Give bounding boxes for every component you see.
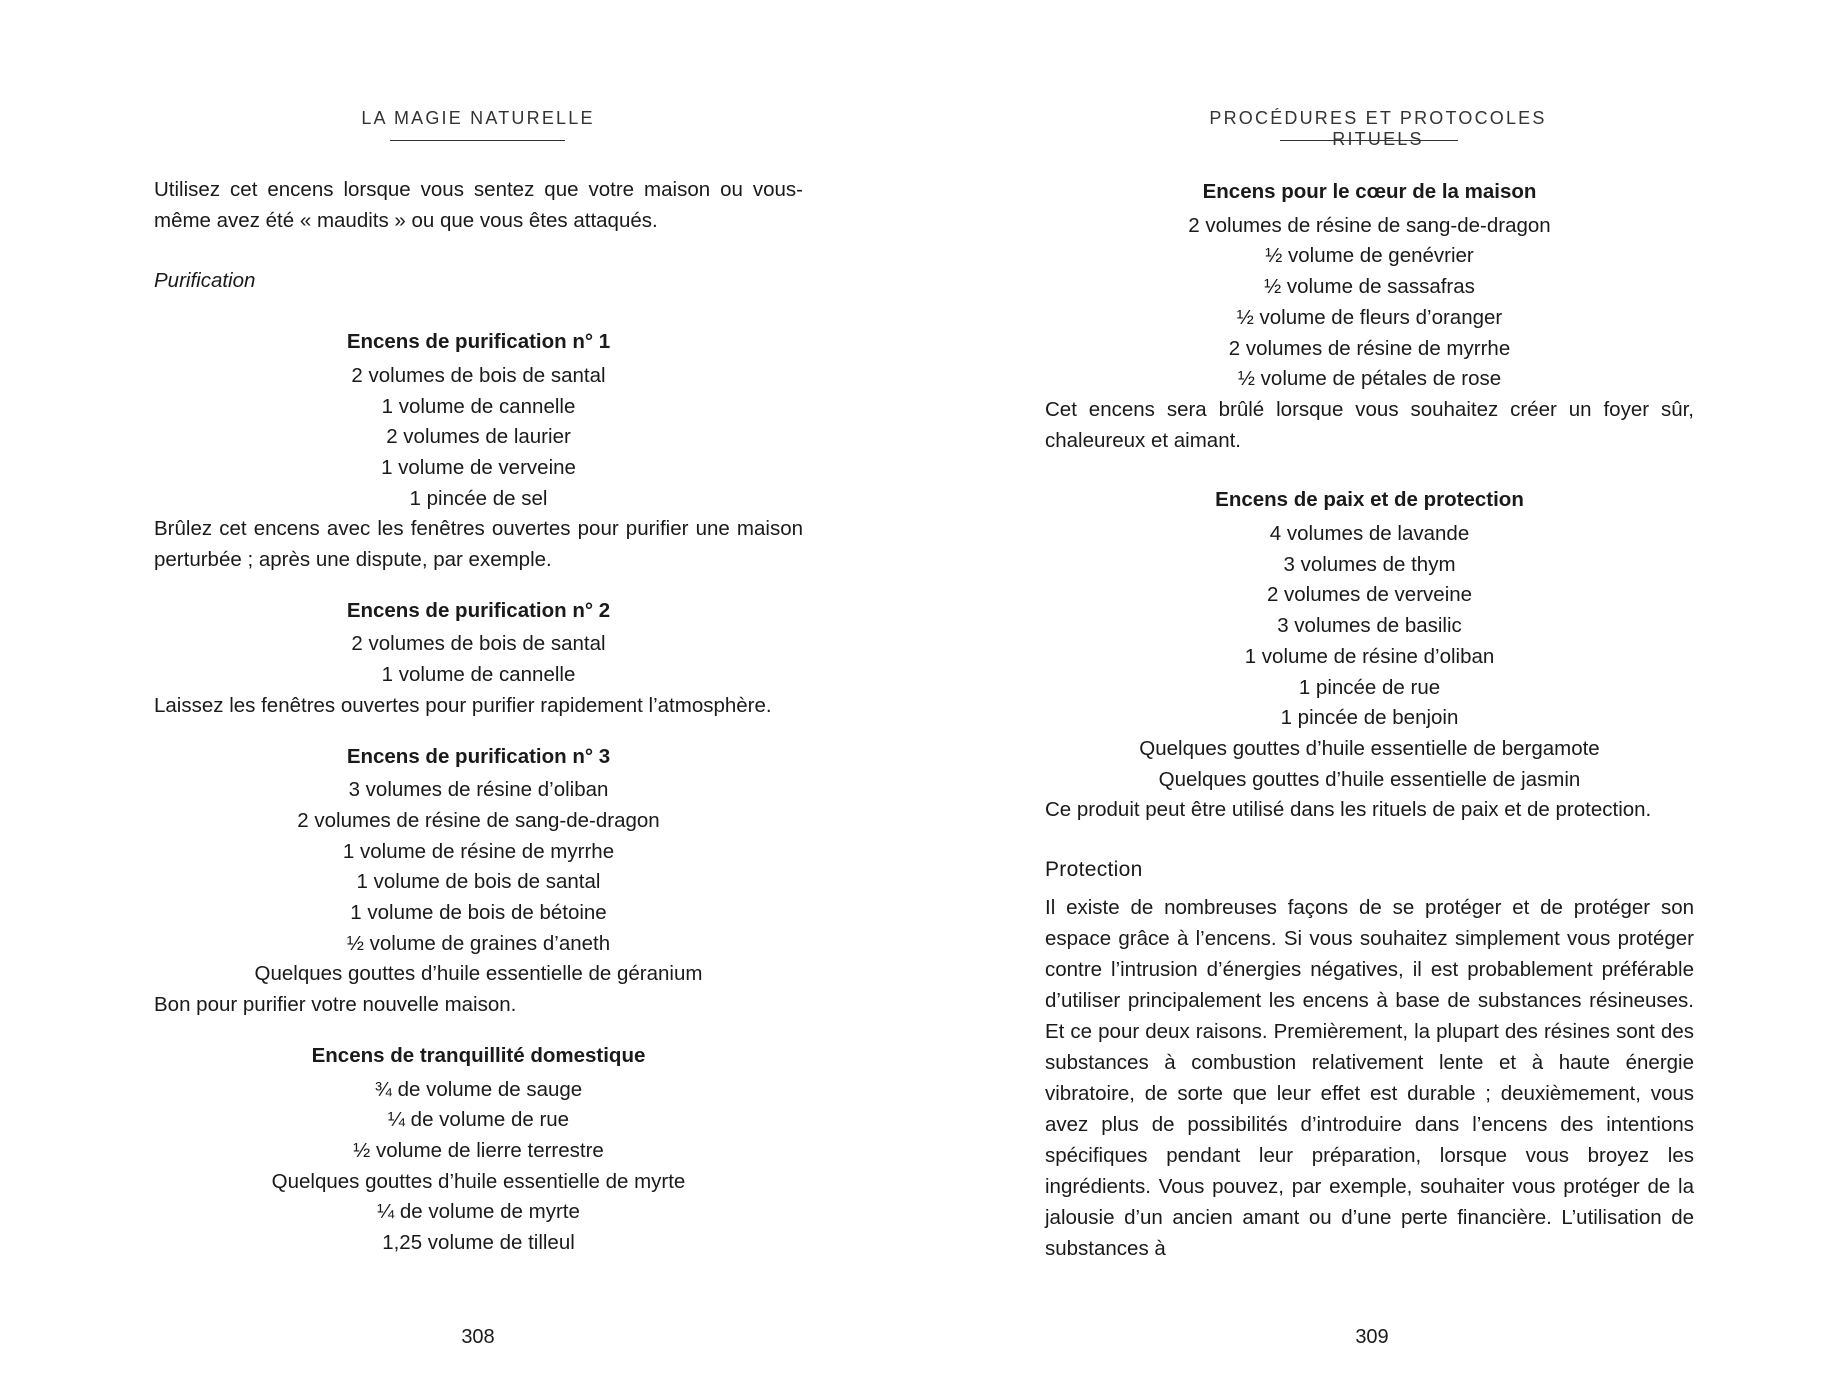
ingredient: 1 pincée de benjoin — [1280, 706, 1459, 730]
ingredient: ½ volume de graines d’aneth — [346, 931, 611, 955]
recipe-title: Encens pour le cœur de la maison — [1202, 180, 1537, 203]
recipe-title: Encens de purification n° 1 — [346, 330, 611, 354]
ingredient: Quelques gouttes d’huile essentielle de géranium — [254, 962, 703, 986]
ingredient: Quelques gouttes d’huile essentielle de myrte — [271, 1169, 686, 1193]
recipe-block — [154, 1041, 803, 1259]
ingredient: 1 volume de cannelle — [381, 394, 576, 418]
ingredient: 2 volumes de résine de myrrhe — [1228, 336, 1511, 360]
page-number: 309 — [1355, 1326, 1389, 1348]
left-page-body — [154, 175, 803, 1259]
ingredient: 2 volumes de laurier — [386, 425, 571, 449]
ingredient: ½ volume de sassafras — [1264, 275, 1475, 299]
subsection-heading: Purification — [154, 269, 256, 293]
ingredient-list — [154, 361, 803, 515]
ingredient: 1 volume de résine de myrrhe — [342, 839, 615, 863]
section-paragraph: Il existe de nombreuses façons de se protéger et de protéger son espace grâce à l’encens. Si vous souhaitez simplement vous protéger contre l’intrusion d’énergies négatives, il est probablement préférable d’utiliser principalement les encens à base de substances résineuses. Et ce pour deux raisons. Premièrement, la plupart des résines sont des substances à combustion relativement lente et à haute énergie vibratoire, de sorte que leur effet est durable ; deuxièmement, vous avez plus de possibilités d’introduire dans l’encens des intentions spécifiques pendant leur préparation, lorsque vous broyez les ingrédients. Vous pouvez, par exemple, souhaiter vous protéger de la jalousie d’un ancien amant ou d’une perte financière. L’utilisation de substances à — [1045, 895, 1694, 1260]
ingredient: 1 volume de bois de bétoine — [350, 901, 607, 925]
recipe-note: Ce produit peut être utilisé dans les rituels de paix et de protection. — [1045, 798, 1652, 822]
recipe-note: Bon pour purifier votre nouvelle maison. — [154, 993, 517, 1017]
recipe-title: Encens de paix et de protection — [1215, 488, 1524, 512]
ingredient: ½ volume de pétales de rose — [1237, 367, 1502, 391]
running-head: PROCÉDURES ET PROTOCOLES RITUELS — [1209, 108, 1547, 149]
ingredient: 2 volumes de verveine — [1266, 583, 1473, 607]
recipe-title: Encens de purification n° 2 — [346, 598, 611, 622]
ingredient: 2 volumes de résine de sang-de-dragon — [297, 808, 660, 832]
recipe-block — [1045, 485, 1694, 826]
section-heading: Protection — [1045, 858, 1143, 882]
recipe-block — [154, 742, 803, 1021]
ingredient-list — [154, 775, 803, 990]
running-head: LA MAGIE NATURELLE — [361, 108, 595, 128]
running-head-rule — [390, 140, 565, 141]
ingredient: Quelques gouttes d’huile essentielle de jasmin — [1158, 767, 1581, 791]
ingredient: 3 volumes de thym — [1283, 552, 1456, 576]
ingredient: ¾ de volume de sauge — [374, 1077, 583, 1101]
recipe-title: Encens de purification n° 3 — [346, 744, 611, 768]
ingredient: 3 volumes de basilic — [1277, 614, 1462, 638]
right-page — [913, 0, 1826, 1400]
ingredient-list — [154, 629, 803, 690]
intro-paragraph: Utilisez cet encens lorsque vous sentez que votre maison ou vous-même avez été « maudits » ou que vous êtes attaqués. — [154, 178, 803, 232]
ingredient-list — [1045, 519, 1694, 795]
ingredient: ¼ de volume de myrte — [377, 1200, 580, 1224]
recipe-note: Laissez les fenêtres ouvertes pour purifier rapidement l’atmosphère. — [154, 693, 772, 717]
ingredient: 1 volume de résine d’oliban — [1244, 644, 1495, 668]
ingredient: 1 volume de cannelle — [381, 663, 576, 687]
recipe-block — [1045, 177, 1694, 456]
ingredient: 2 volumes de résine de sang-de-dragon — [1188, 213, 1551, 237]
ingredient: 1 pincée de rue — [1298, 675, 1441, 699]
ingredient: 1 pincée de sel — [409, 486, 548, 510]
ingredient: Quelques gouttes d’huile essentielle de bergamote — [1139, 736, 1600, 760]
recipe-block — [154, 596, 803, 722]
right-page-body — [1045, 177, 1694, 1264]
ingredient: ½ volume de fleurs d’oranger — [1236, 305, 1503, 329]
ingredient: ½ volume de genévrier — [1265, 244, 1474, 268]
recipe-note: Brûlez cet encens avec les fenêtres ouvertes pour purifier une maison perturbée ; après une dispute, par exemple. — [154, 517, 803, 572]
recipe-block — [154, 327, 803, 576]
ingredient-list — [1045, 211, 1694, 395]
ingredient-list — [154, 1075, 803, 1259]
ingredient: 1 volume de verveine — [381, 455, 576, 479]
ingredient: 2 volumes de bois de santal — [351, 363, 606, 387]
ingredient: ½ volume de lierre terrestre — [353, 1138, 604, 1162]
ingredient: ¼ de volume de rue — [387, 1108, 570, 1132]
ingredient: 1,25 volume de tilleul — [382, 1231, 575, 1255]
ingredient: 3 volumes de résine d’oliban — [348, 778, 609, 802]
running-head-rule — [1280, 140, 1458, 141]
ingredient: 1 volume de bois de santal — [356, 870, 601, 894]
recipe-title: Encens de tranquillité domestique — [311, 1043, 646, 1067]
ingredient: 4 volumes de lavande — [1269, 522, 1470, 546]
recipe-note: Cet encens sera brûlé lorsque vous souhaitez créer un foyer sûr, chaleureux et aimant. — [1045, 397, 1694, 452]
page-number: 308 — [461, 1326, 495, 1348]
ingredient: 2 volumes de bois de santal — [351, 632, 606, 656]
